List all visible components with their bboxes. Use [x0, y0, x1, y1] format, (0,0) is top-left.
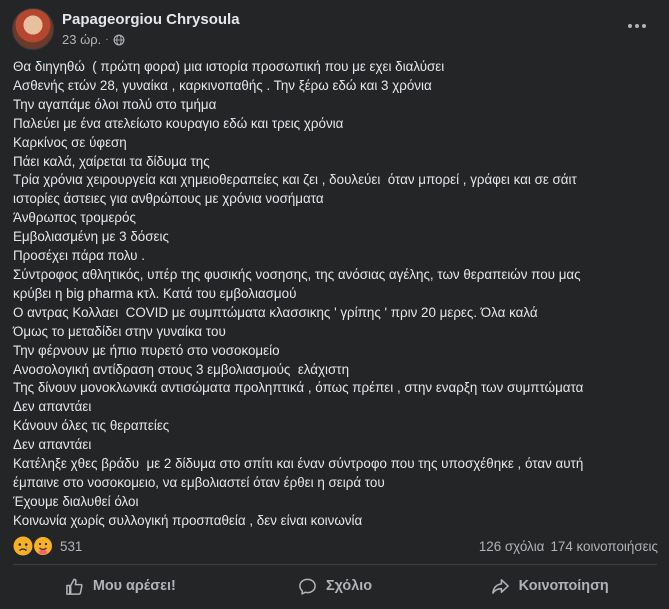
more-options-icon[interactable] [625, 18, 649, 34]
post-text-line: Κάνουν όλες τις θεραπείες [13, 418, 170, 434]
post-body [13, 58, 653, 531]
like-label: Μου αρέσει! [92, 578, 176, 594]
post-text-line: Ανοσολογική αντίδραση στους 3 εμβολιασμούς ελάχιστη [13, 361, 350, 377]
share-label: Κοινοποίηση [518, 578, 609, 594]
sad-face-icon[interactable] [13, 536, 33, 556]
comment-button[interactable] [228, 569, 443, 603]
post-text-line: Σύντροφος αθλητικός, υπέρ της φυσικής νοσησης, της ανόσιας αγέλης, των θεραπειών που μας [13, 266, 581, 282]
more-dot [628, 24, 632, 28]
post-text-line: Όμως το μεταδίδει στην γυναίκα του [13, 323, 226, 339]
post-text-line: ιστορίες άστειες για ανθρώπους με χρόνια νοσήματα [13, 191, 324, 207]
post-text-line: Έχουμε διαλυθεί όλοι [13, 493, 139, 509]
post-text-line: Θα διηγηθώ ( πρώτη φορα) μια ιστορία προσωπική που με εχει διαλύσει [13, 59, 445, 74]
stats-right [479, 539, 658, 554]
post-text-line: Καρκίνος σε ύφεση [13, 134, 127, 150]
post-text-line: Άνθρωπος τρομερός [13, 210, 136, 226]
action-bar [13, 569, 657, 603]
post-text-line: έμπαινε στο νοσοκομειο, να εμβολιαστεί όταν έρθει η σειρά του [13, 474, 385, 490]
more-dot [635, 24, 639, 28]
post-text-line: Παλεύει με ένα ατελείωτο κουραγιο εδώ και τρεις χρόνια [13, 115, 344, 131]
post-text-line: Της δίνουν μονοκλωνικά αντισώματα προληπτικά , όπως πρέπει , στην εναρξη των συμπτώματα [13, 380, 584, 396]
post-header [12, 8, 657, 52]
post-text-line: Κοινωνία χωρίς συλλογική προσπαθεία , δεν είναι κοινωνία [13, 512, 363, 528]
avatar[interactable] [12, 8, 54, 50]
post-text-line: Την αγαπάμε όλοι πολύ στο τμήμα [13, 96, 217, 112]
post-text-line: Την φέρνουν με ήπιο πυρετό στο νοσοκομείο [13, 342, 280, 358]
post-text-line: Εμβολιασμένη με 3 δόσεις [13, 229, 169, 245]
post-stats [13, 536, 658, 558]
globe-icon[interactable] [113, 34, 125, 46]
divider [13, 564, 657, 565]
post-text-line: κρύβει η big pharma κτλ. Κατά του εμβολιασμού [13, 285, 297, 301]
meta-separator: · [105, 34, 109, 45]
share-count[interactable]: 174 κοινοποιήσεις [550, 539, 658, 554]
post-text-line: Κατέληξε χθες βράδυ με 2 δίδυμα στο σπίτι και έναν σύντροφο που της υποσχέθηκε , όταν αυτή [13, 456, 584, 472]
care-face-icon[interactable] [32, 535, 54, 557]
post-meta [62, 32, 125, 47]
post-text-line: Ασθενής ετών 28, γυναίκα , καρκινοπαθής . Την ξέρω εδώ και 3 χρόνια [13, 77, 432, 93]
post-text-line: Δεν απαντάει [13, 437, 92, 453]
post-text-line: Προσέχει πάρα πολυ . [13, 248, 145, 264]
comment-label: Σχόλιο [326, 578, 372, 594]
post-time[interactable]: 23 ώρ. [62, 32, 102, 47]
reaction-count[interactable]: 531 [60, 539, 83, 554]
post-text-line: Τρία χρόνια χειρουργεία και χημειοθεραπείες και ζει , δουλεύει όταν μπορεί , γράφει και σε σάιτ [13, 172, 577, 188]
thumbs-up-icon [65, 577, 84, 596]
post-text-line: Πάει καλά, χαίρεται τα δίδυμα της [13, 153, 210, 169]
share-icon [491, 577, 510, 596]
comment-count[interactable]: 126 σχόλια [478, 539, 545, 554]
post-text-line: Δεν απαντάει [13, 399, 92, 415]
share-button[interactable] [442, 569, 657, 603]
like-button[interactable] [13, 569, 228, 603]
author-name[interactable]: Papageorgiou Chrysoula [62, 11, 240, 28]
post-text-line: Ο αντρας Κολλαει COVID με συμπτώματα κλασσικης ' γρίπης ' πριν 20 μερες. Όλα καλά [13, 304, 538, 320]
comment-icon [298, 577, 317, 596]
more-dot [642, 24, 646, 28]
